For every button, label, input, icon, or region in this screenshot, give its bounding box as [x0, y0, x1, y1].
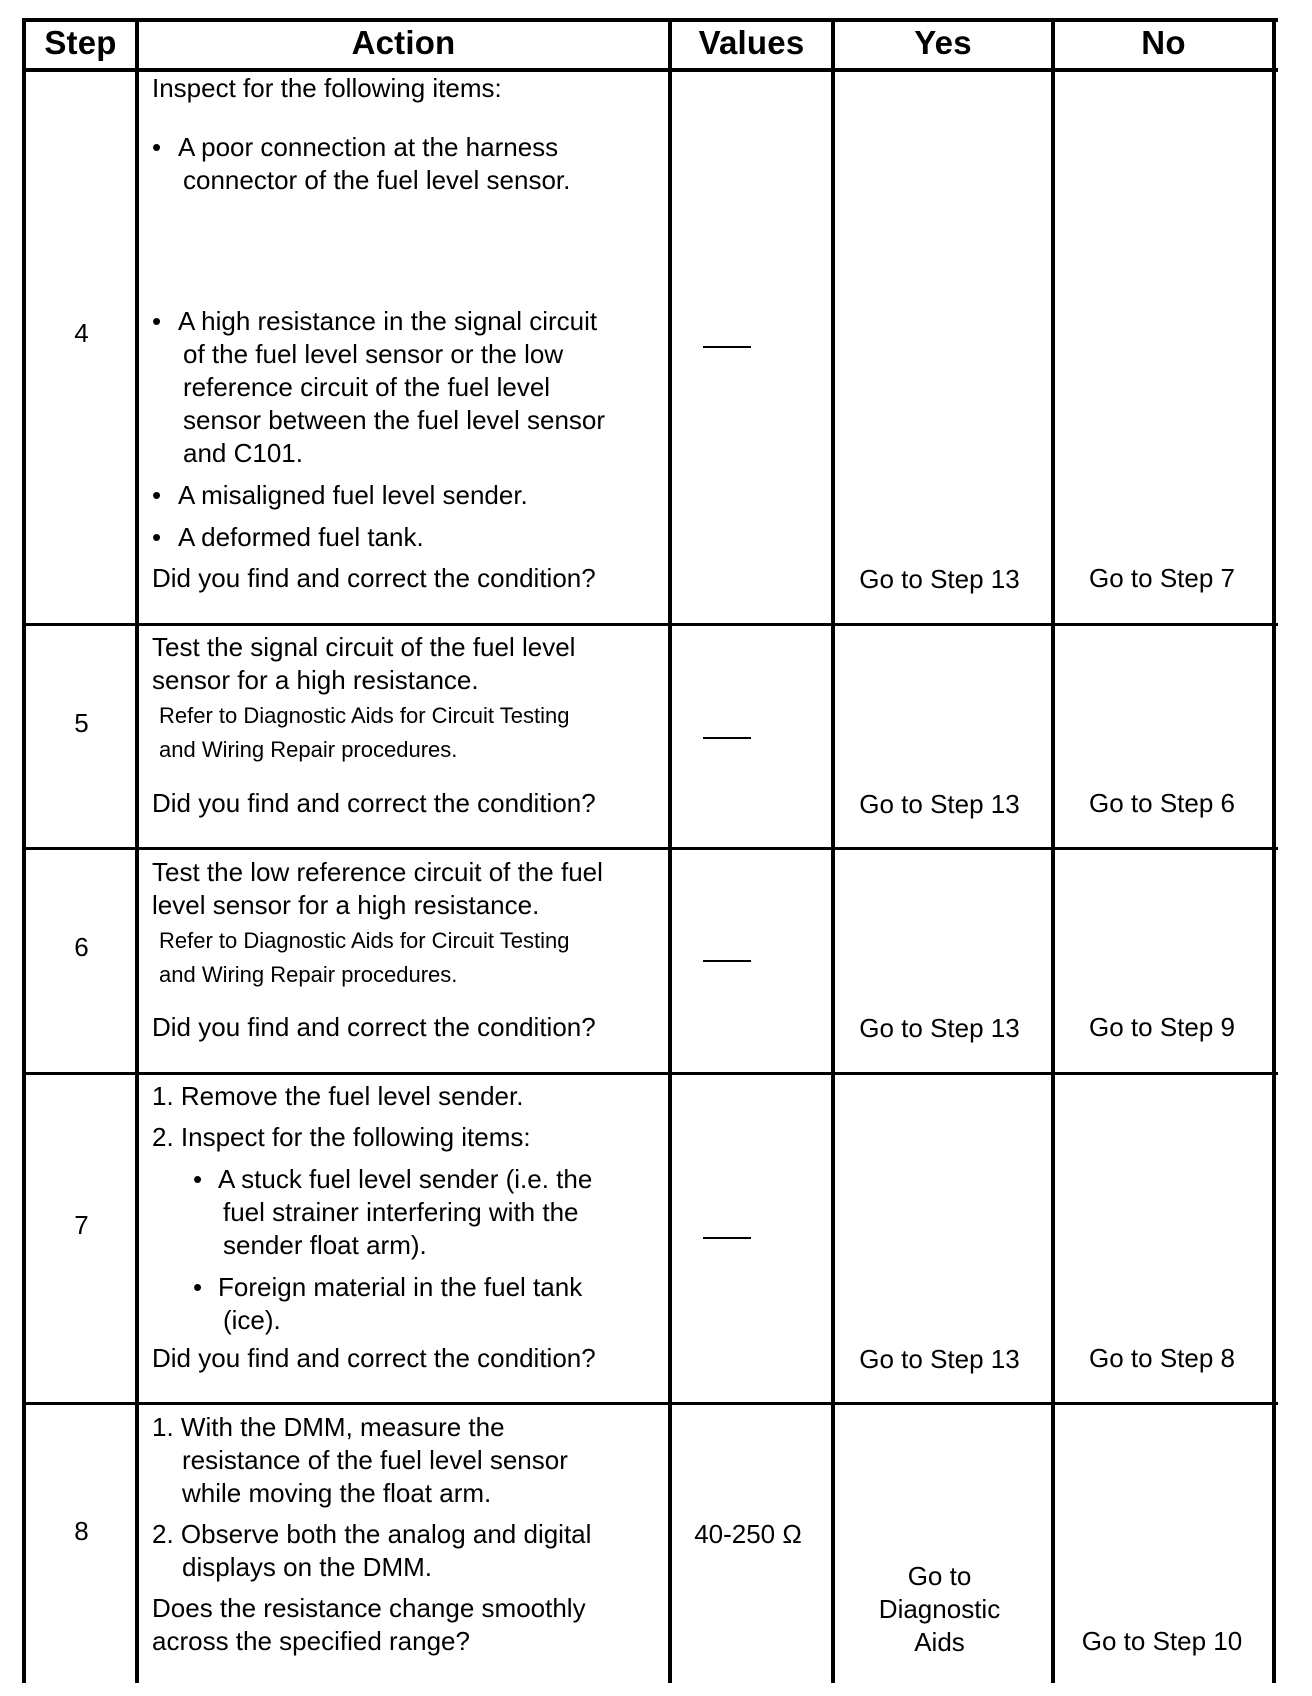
col-border-step	[135, 18, 139, 1683]
bullet-icon: •	[152, 306, 162, 336]
refer-line: Refer to Diagnostic Aids for Circuit Testing	[159, 928, 570, 953]
header-values: Values	[698, 24, 805, 61]
bullet-text: sensor between the fuel level sensor	[183, 405, 606, 435]
yes-result-line: Aids	[914, 1627, 965, 1657]
bullet-text: and C101.	[183, 438, 303, 468]
row-border-header	[22, 68, 1278, 72]
bullet-text: A high resistance in the signal circuit	[178, 306, 598, 336]
bullet-text: (ice).	[223, 1305, 281, 1335]
bullet-text: A deformed fuel tank.	[178, 522, 424, 552]
bullet-text: Foreign material in the fuel tank	[218, 1272, 583, 1302]
yes-result: Go to Step 13	[859, 1344, 1020, 1374]
bullet-icon: •	[152, 132, 162, 162]
header-step: Step	[44, 24, 117, 61]
yes-result: Go to Step 13	[859, 789, 1020, 819]
action-question: across the specified range?	[152, 1626, 470, 1656]
action-question: Did you find and correct the condition?	[152, 788, 596, 818]
no-result: Go to Step 6	[1089, 788, 1235, 818]
bullet-text: A misaligned fuel level sender.	[178, 480, 528, 510]
value-dash	[703, 960, 751, 962]
col-border-values	[831, 18, 835, 1683]
step-number: 4	[74, 318, 89, 348]
action-line: sensor for a high resistance.	[152, 665, 479, 695]
action-line: Test the signal circuit of the fuel level	[152, 632, 576, 662]
action-intro: Inspect for the following items:	[152, 73, 502, 103]
value-dash	[703, 1237, 751, 1239]
numbered-step: 1. With the DMM, measure the	[152, 1412, 505, 1442]
col-border-yes	[1051, 18, 1055, 1683]
numbered-step: displays on the DMM.	[182, 1552, 432, 1582]
no-result: Go to Step 8	[1089, 1343, 1235, 1373]
header-action: Action	[351, 24, 456, 61]
bullet-text: reference circuit of the fuel level	[183, 372, 551, 402]
bullet-icon: •	[193, 1164, 203, 1194]
no-result: Go to Step 7	[1089, 563, 1235, 593]
numbered-step: resistance of the fuel level sensor	[182, 1445, 568, 1475]
step-number: 7	[74, 1210, 89, 1240]
col-border-right	[1272, 18, 1276, 1683]
col-border-action	[668, 18, 672, 1683]
row-border-6	[22, 1072, 1278, 1075]
numbered-step: while moving the float arm.	[182, 1478, 492, 1508]
step-number: 8	[74, 1516, 89, 1546]
step-number: 5	[74, 708, 89, 738]
numbered-step: 2. Observe both the analog and digital	[152, 1519, 592, 1549]
action-line: Test the low reference circuit of the fuel	[152, 857, 603, 887]
yes-result-line: Go to	[907, 1561, 972, 1591]
action-question: Did you find and correct the condition?	[152, 1012, 596, 1042]
bullet-text: A poor connection at the harness	[178, 132, 559, 162]
step-number: 6	[74, 932, 89, 962]
value-range: 40-250 Ω	[694, 1519, 802, 1549]
row-border-7	[22, 1402, 1278, 1405]
yes-result: Go to Step 13	[859, 1013, 1020, 1043]
numbered-step: 1. Remove the fuel level sender.	[152, 1081, 524, 1111]
bullet-text: A stuck fuel level sender (i.e. the	[218, 1164, 593, 1194]
header-yes: Yes	[914, 24, 972, 61]
action-question: Did you find and correct the condition?	[152, 563, 596, 593]
bullet-text: of the fuel level sensor or the low	[183, 339, 564, 369]
refer-line: Refer to Diagnostic Aids for Circuit Testing	[159, 703, 570, 728]
header-no: No	[1141, 24, 1186, 61]
bullet-text: connector of the fuel level sensor.	[183, 165, 571, 195]
action-line: level sensor for a high resistance.	[152, 890, 540, 920]
action-question: Does the resistance change smoothly	[152, 1593, 586, 1623]
bullet-icon: •	[152, 522, 162, 552]
yes-result	[830, 1560, 1049, 1659]
yes-result: Go to Step 13	[859, 564, 1020, 594]
bullet-text: fuel strainer interfering with the	[223, 1197, 579, 1227]
no-result: Go to Step 9	[1089, 1012, 1235, 1042]
row-border-5	[22, 847, 1278, 850]
col-border-left	[22, 18, 26, 1683]
numbered-step: 2. Inspect for the following items:	[152, 1122, 531, 1152]
yes-result-line: Diagnostic	[878, 1594, 1001, 1624]
bullet-text: sender float arm).	[223, 1230, 427, 1260]
value-dash	[703, 737, 751, 739]
row-border-4	[22, 623, 1278, 626]
no-result: Go to Step 10	[1081, 1626, 1243, 1656]
refer-line: and Wiring Repair procedures.	[159, 737, 458, 762]
bullet-icon: •	[193, 1272, 203, 1302]
refer-line: and Wiring Repair procedures.	[159, 962, 458, 987]
value-dash	[703, 346, 751, 348]
action-question: Did you find and correct the condition?	[152, 1343, 596, 1373]
bullet-icon: •	[152, 480, 162, 510]
